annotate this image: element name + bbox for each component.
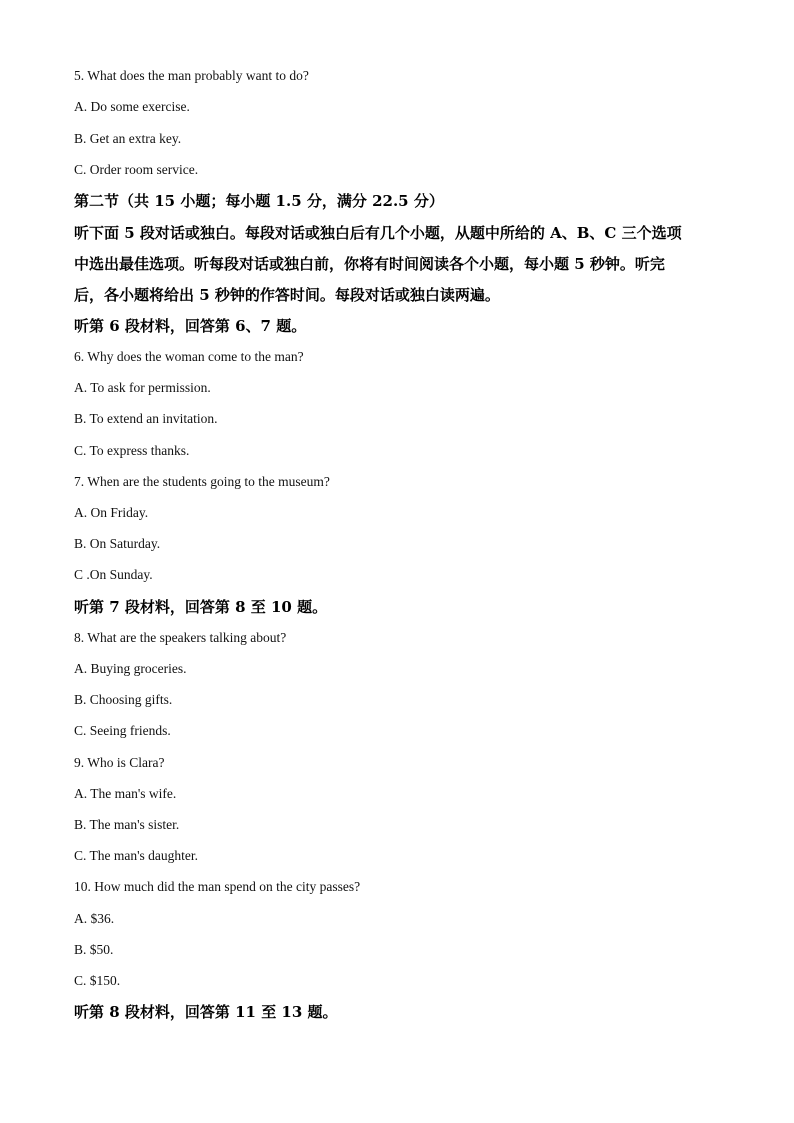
section-2-heading: 第二节（共 15 小题；每小题 1.5 分，满分 22.5 分） — [74, 192, 444, 210]
material-8-header: 听第 8 段材料，回答第 11 至 13 题。 — [74, 1003, 338, 1021]
material-6-header: 听第 6 段材料，回答第 6、7 题。 — [74, 317, 307, 335]
question-9-option-a: A. The man's wife. — [74, 786, 177, 801]
question-10-option-c: C. $150. — [74, 973, 121, 988]
question-10-stem: 10. How much did the man spend on the city passes? — [74, 879, 361, 894]
question-9-option-b: B. The man's sister. — [74, 817, 180, 832]
question-5-option-a: A. Do some exercise. — [74, 99, 190, 114]
question-6-option-b: B. To extend an invitation. — [74, 411, 218, 426]
question-8-option-b: B. Choosing gifts. — [74, 692, 173, 707]
question-7-stem: 7. When are the students going to the museum? — [74, 474, 330, 489]
question-8-option-c: C. Seeing friends. — [74, 723, 171, 738]
question-10-option-a: A. $36. — [74, 911, 115, 926]
question-5-option-b: B. Get an extra key. — [74, 131, 182, 146]
question-9-option-c: C. The man's daughter. — [74, 848, 199, 863]
question-10-option-b: B. $50. — [74, 942, 114, 957]
question-8-option-a: A. Buying groceries. — [74, 661, 187, 676]
question-5-stem: 5. What does the man probably want to do? — [74, 68, 309, 83]
material-7-header: 听第 7 段材料，回答第 8 至 10 题。 — [74, 598, 328, 616]
question-8-stem: 8. What are the speakers talking about? — [74, 630, 287, 645]
question-6-stem: 6. Why does the woman come to the man? — [74, 349, 304, 364]
question-6-option-c: C. To express thanks. — [74, 443, 190, 458]
section-2-instructions-line-3: 后，各小题将给出 5 秒钟的作答时间。每段对话或独白读两遍。 — [74, 286, 500, 304]
section-2-instructions-line-2: 中选出最佳选项。听每段对话或独白前，你将有时间阅读各个小题，每小题 5 秒钟。听完 — [74, 255, 665, 273]
question-5-option-c: C. Order room service. — [74, 162, 199, 177]
section-2-instructions-line-1: 听下面 5 段对话或独白。每段对话或独白后有几个小题，从题中所给的 A、B、C 三个选项 — [74, 224, 682, 242]
question-6-option-a: A. To ask for permission. — [74, 380, 211, 395]
question-9-stem: 9. Who is Clara? — [74, 755, 165, 770]
question-7-option-b: B. On Saturday. — [74, 536, 161, 551]
question-7-option-c: C .On Sunday. — [74, 567, 153, 582]
question-7-option-a: A. On Friday. — [74, 505, 149, 520]
